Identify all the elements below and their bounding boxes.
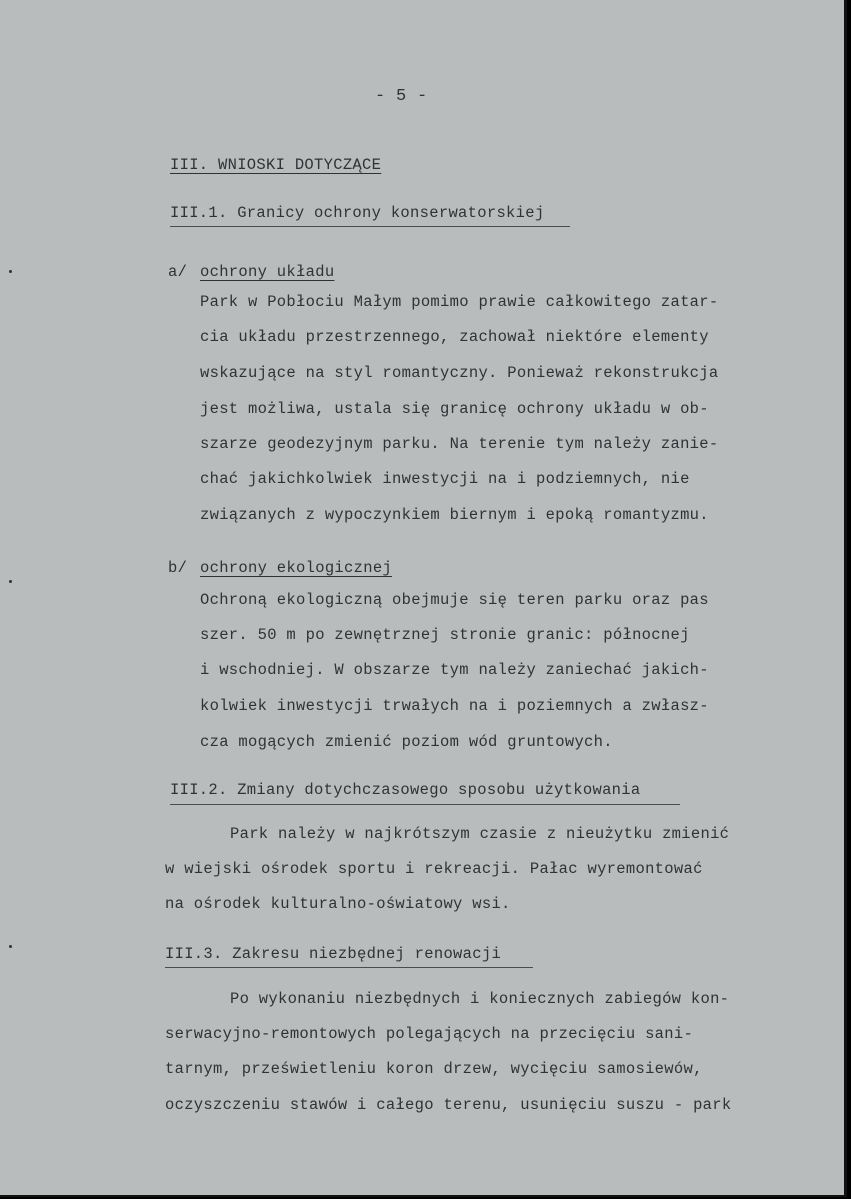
paragraph-line: serwacyjno-remontowych polegających na przecięciu sani- [165, 1025, 694, 1043]
punch-mark [9, 270, 12, 273]
paragraph-line: i wschodniej. W obszarze tym należy zaniechać jakich- [200, 661, 709, 679]
paragraph-line: szarze geodezyjnym parku. Na terenie tym należy zanie- [200, 435, 719, 453]
paragraph-line: oczyszczeniu stawów i całego terenu, usunięciu suszu - park [165, 1096, 732, 1114]
paragraph-line: jest możliwa, ustala się granicę ochrony układu w ob- [200, 400, 709, 418]
paragraph-line: Po wykonaniu niezbędnych i koniecznych zabiegów kon- [230, 990, 730, 1008]
paragraph-line: Park w Pobłociu Małym pomimo prawie całkowitego zatar- [200, 293, 719, 311]
heading-III-1: III.1. Granicy ochrony konserwatorskiej [170, 204, 545, 222]
paragraph-line: związanych z wypoczynkiem biernym i epoką romantyzmu. [200, 506, 709, 524]
heading-underline [165, 967, 533, 968]
item-b-label: b/ [168, 559, 188, 577]
paragraph-line: Ochroną ekologiczną obejmuje się teren parku oraz pas [200, 591, 709, 609]
heading-III-2: III.2. Zmiany dotychczasowego sposobu użytkowania [170, 781, 641, 799]
item-a-label: a/ [168, 263, 188, 281]
heading-underline [170, 226, 570, 227]
paragraph-line: tarnym, prześwietleniu koron drzew, wycięciu samosiewów, [165, 1060, 703, 1078]
paragraph-line: na ośrodek kulturalno-oświatowy wsi. [165, 895, 511, 913]
paragraph-line: chać jakichkolwiek inwestycji na i podziemnych, nie [200, 470, 690, 488]
paragraph-line: szer. 50 m po zewnętrznej stronie granic: północnej [200, 626, 690, 644]
item-a-title: ochrony układu [200, 263, 335, 281]
paragraph-line: Park należy w najkrótszym czasie z nieużytku zmienić [230, 825, 730, 843]
punch-mark [9, 945, 12, 948]
page-number: - 5 - [375, 87, 428, 106]
paragraph-line: wskazujące na styl romantyczny. Ponieważ rekonstrukcja [200, 364, 719, 382]
paragraph-line: kolwiek inwestycji trwałych na i poziemnych a zwłasz- [200, 697, 709, 715]
item-b-title: ochrony ekologicznej [200, 559, 393, 577]
paragraph-line: cia układu przestrzennego, zachował niektóre elementy [200, 328, 709, 346]
punch-mark [9, 580, 12, 583]
paragraph-line: w wiejski ośrodek sportu i rekreacji. Pałac wyremontować [165, 860, 703, 878]
heading-underline [170, 804, 680, 805]
section-title: III. WNIOSKI DOTYCZĄCE [170, 156, 382, 174]
heading-III-3: III.3. Zakresu niezbędnej renowacji [165, 945, 502, 963]
paragraph-line: cza mogących zmienić poziom wód gruntowych. [200, 733, 613, 751]
